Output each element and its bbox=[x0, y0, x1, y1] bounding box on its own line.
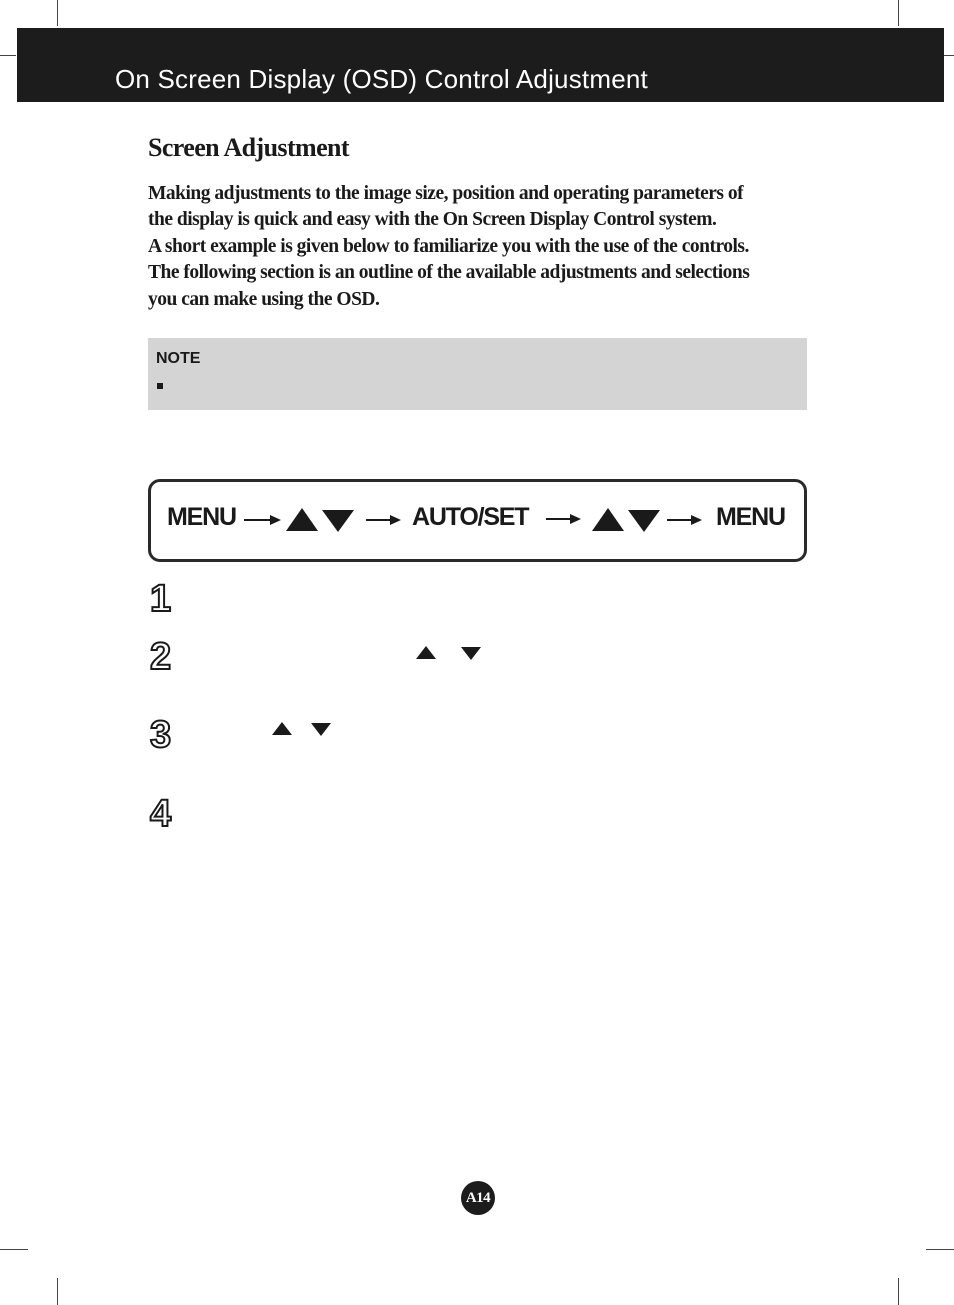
down-triangle-icon bbox=[322, 510, 354, 532]
intro-line: the display is quick and easy with the On Screen Display Control system. bbox=[148, 209, 717, 231]
up-triangle-icon bbox=[272, 722, 292, 735]
note-label: NOTE bbox=[156, 350, 201, 367]
section-title: Screen Adjustment bbox=[148, 133, 349, 162]
flow-autoset-label: AUTO/SET bbox=[412, 503, 529, 531]
up-triangle-icon bbox=[592, 508, 624, 531]
step-number: 2 bbox=[150, 636, 172, 678]
intro-line: you can make using the OSD. bbox=[148, 288, 380, 310]
up-triangle-icon bbox=[286, 508, 318, 531]
step-number: 4 bbox=[150, 793, 172, 835]
intro-line: A short example is given below to familiarize you with the use of the controls. bbox=[148, 235, 749, 257]
right-arrow-icon bbox=[546, 514, 581, 524]
step-number: 1 bbox=[150, 578, 172, 620]
right-arrow-icon bbox=[366, 515, 401, 525]
right-arrow-icon bbox=[244, 515, 281, 525]
step-number: 3 bbox=[150, 714, 172, 756]
flow-menu-label: MENU bbox=[167, 503, 236, 531]
down-triangle-icon bbox=[461, 647, 481, 660]
intro-line: Making adjustments to the image size, position and operating parameters of bbox=[148, 183, 744, 204]
intro-line: The following section is an outline of the available adjustments and selections bbox=[148, 262, 750, 284]
page-number-badge: A14 bbox=[461, 1181, 495, 1215]
down-triangle-icon bbox=[628, 510, 660, 532]
page-header-title: On Screen Display (OSD) Control Adjustment bbox=[115, 64, 648, 94]
right-arrow-icon bbox=[667, 515, 702, 525]
down-triangle-icon bbox=[311, 723, 331, 736]
flow-menu-label: MENU bbox=[716, 503, 785, 531]
up-triangle-icon bbox=[416, 646, 436, 659]
